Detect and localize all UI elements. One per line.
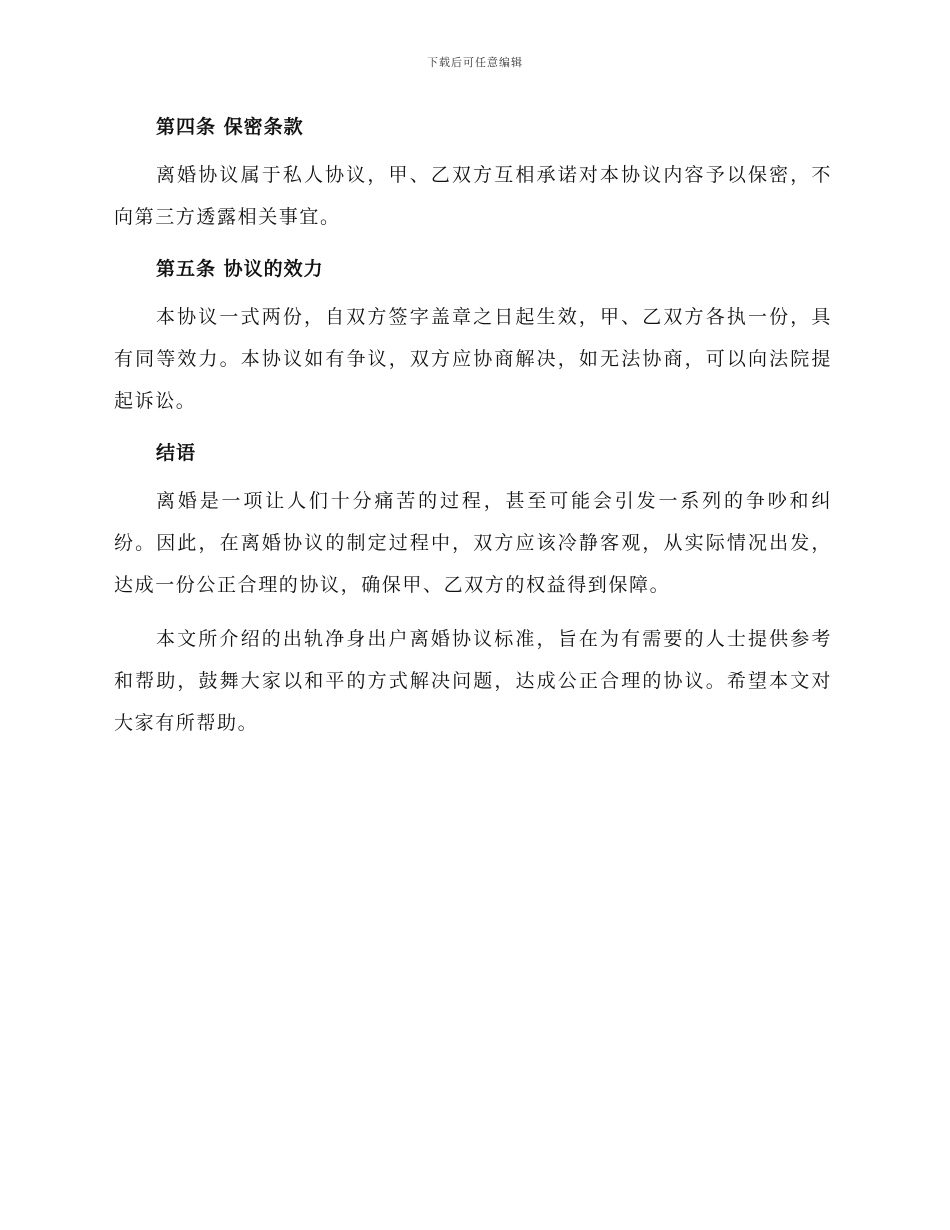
conclusion-paragraph-2: 本文所介绍的出轨净身出户离婚协议标准，旨在为有需要的人士提供参考和帮助，鼓舞大家以和平的方式解决问题，达成公正合理的协议。希望本文对大家有所帮助。 [114,628,832,734]
section-4-heading: 第四条 保密条款 [156,116,304,138]
conclusion-heading: 结语 [156,442,197,464]
section-5-heading: 第五条 协议的效力 [156,258,324,280]
document-body [114,108,832,756]
conclusion-paragraph-1: 离婚是一项让人们十分痛苦的过程，甚至可能会引发一系列的争吵和纠纷。因此，在离婚协议的制定过程中，双方应该冷静客观，从实际情况出发，达成一份公正合理的协议，确保甲、乙双方的权益得到保障。 [114,490,832,596]
section-5-paragraph: 本协议一式两份，自双方签字盖章之日起生效，甲、乙双方各执一份，具有同等效力。本协议如有争议，双方应协商解决，如无法协商，可以向法院提起诉讼。 [114,306,832,412]
section-4-paragraph: 离婚协议属于私人协议，甲、乙双方互相承诺对本协议内容予以保密，不向第三方透露相关事宜。 [114,164,832,228]
page-header: 下载后可任意编辑 [427,56,523,69]
